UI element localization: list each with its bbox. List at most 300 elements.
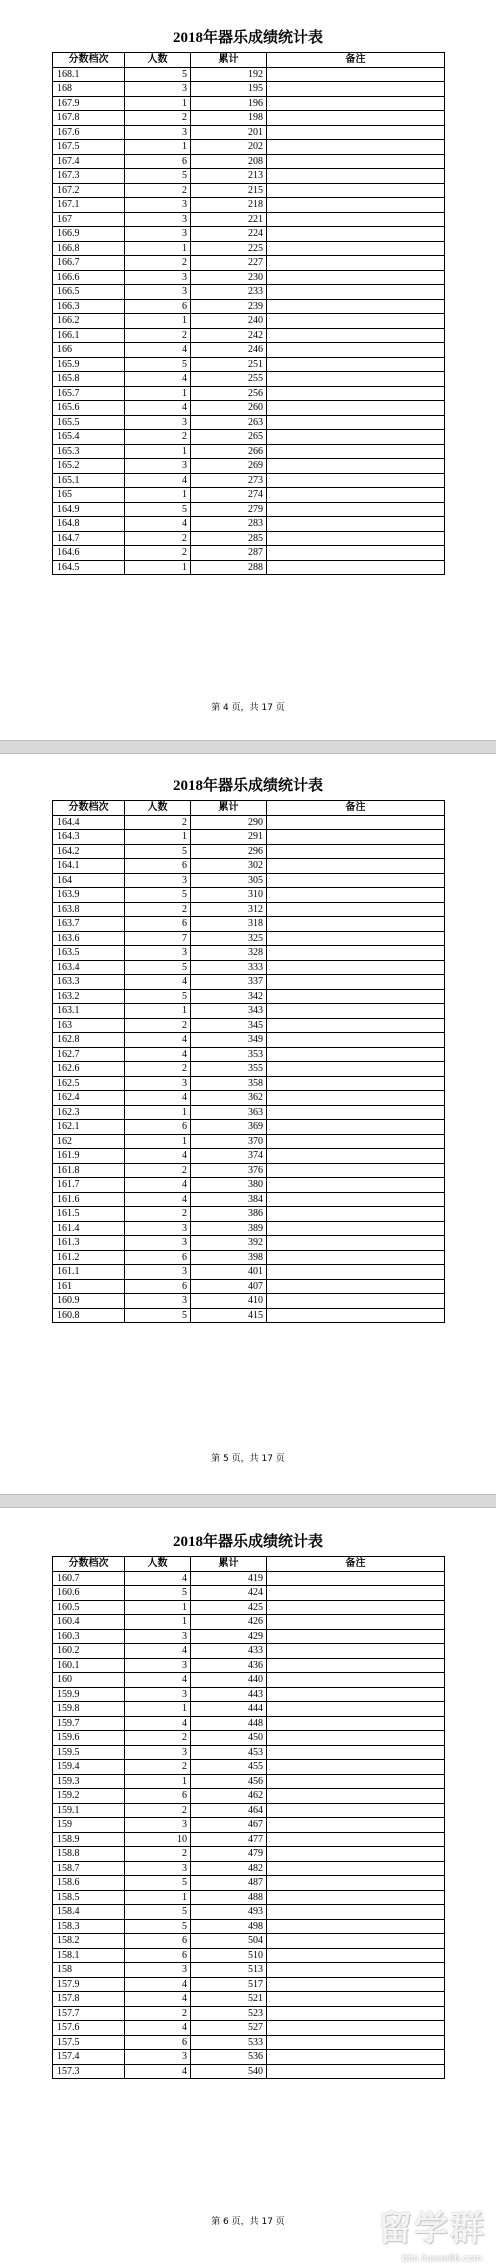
score-cell: 165.4 (53, 430, 125, 445)
score-cell: 168 (53, 82, 125, 97)
table-row (53, 1876, 445, 1891)
remarks-cell (267, 902, 445, 917)
count-cell: 3 (125, 1818, 191, 1833)
count-cell: 5 (125, 502, 191, 517)
score-cell: 159.4 (53, 1760, 125, 1775)
remarks-cell (267, 1178, 445, 1193)
remarks-cell (267, 401, 445, 416)
table-row (53, 873, 445, 888)
table-row (53, 1963, 445, 1978)
remarks-cell (267, 241, 445, 256)
page-separator (0, 740, 496, 754)
score-cell: 159.7 (53, 1716, 125, 1731)
cumulative-cell: 380 (191, 1178, 267, 1193)
count-cell: 2 (125, 546, 191, 561)
cumulative-cell: 479 (191, 1847, 267, 1862)
table-row (53, 1789, 445, 1804)
score-table (52, 1556, 445, 2079)
table-row (53, 1265, 445, 1280)
remarks-cell (267, 183, 445, 198)
count-cell: 3 (125, 459, 191, 474)
score-cell: 160.4 (53, 1615, 125, 1630)
score-cell: 161.4 (53, 1221, 125, 1236)
table-row (53, 1279, 445, 1294)
score-cell: 163.2 (53, 989, 125, 1004)
table-row (53, 1076, 445, 1091)
score-cell: 161.3 (53, 1236, 125, 1251)
remarks-cell (267, 1207, 445, 1222)
count-cell: 6 (125, 1279, 191, 1294)
count-cell: 6 (125, 1250, 191, 1265)
table-row (53, 1731, 445, 1746)
cumulative-cell: 224 (191, 227, 267, 242)
header-score: 分数档次 (53, 801, 125, 816)
score-cell: 157.3 (53, 2064, 125, 2079)
count-cell: 2 (125, 183, 191, 198)
remarks-cell (267, 531, 445, 546)
table-row (53, 1586, 445, 1601)
table-row (53, 401, 445, 416)
remarks-cell (267, 931, 445, 946)
remarks-cell (267, 343, 445, 358)
score-cell: 158.1 (53, 1948, 125, 1963)
count-cell: 3 (125, 415, 191, 430)
remarks-cell (267, 1803, 445, 1818)
count-cell: 4 (125, 1149, 191, 1164)
cumulative-cell: 410 (191, 1294, 267, 1309)
count-cell: 1 (125, 1600, 191, 1615)
remarks-cell (267, 1977, 445, 1992)
remarks-cell (267, 1047, 445, 1062)
cumulative-cell: 536 (191, 2050, 267, 2065)
count-cell: 2 (125, 1847, 191, 1862)
cumulative-cell: 355 (191, 1062, 267, 1077)
remarks-cell (267, 1731, 445, 1746)
count-cell: 1 (125, 1702, 191, 1717)
remarks-cell (267, 517, 445, 532)
remarks-cell (267, 1629, 445, 1644)
table-row (53, 415, 445, 430)
remarks-cell (267, 1018, 445, 1033)
remarks-cell (267, 1279, 445, 1294)
score-cell: 163.6 (53, 931, 125, 946)
watermark-url: bbs.liuxue86.com (402, 2254, 482, 2264)
score-cell: 167.2 (53, 183, 125, 198)
count-cell: 3 (125, 2050, 191, 2065)
score-cell: 162.5 (53, 1076, 125, 1091)
score-cell: 158.9 (53, 1832, 125, 1847)
cumulative-cell: 227 (191, 256, 267, 271)
count-cell: 4 (125, 1673, 191, 1688)
score-cell: 159.9 (53, 1687, 125, 1702)
count-cell: 4 (125, 1178, 191, 1193)
cumulative-cell: 269 (191, 459, 267, 474)
score-cell: 160.5 (53, 1600, 125, 1615)
table-row (53, 227, 445, 242)
remarks-cell (267, 285, 445, 300)
score-cell: 167.9 (53, 96, 125, 111)
table-row (53, 198, 445, 213)
count-cell: 3 (125, 1687, 191, 1702)
table-row (53, 111, 445, 126)
remarks-cell (267, 1919, 445, 1934)
table-row (53, 1803, 445, 1818)
table-row (53, 1571, 445, 1586)
cumulative-cell: 450 (191, 1731, 267, 1746)
remarks-cell (267, 815, 445, 830)
count-cell: 10 (125, 1832, 191, 1847)
remarks-cell (267, 830, 445, 845)
cumulative-cell: 215 (191, 183, 267, 198)
cumulative-cell: 225 (191, 241, 267, 256)
count-cell: 2 (125, 1018, 191, 1033)
table-row (53, 830, 445, 845)
table-row (53, 1018, 445, 1033)
table-row (53, 502, 445, 517)
table-header-row (53, 801, 445, 816)
score-cell: 166.8 (53, 241, 125, 256)
count-cell: 5 (125, 888, 191, 903)
remarks-cell (267, 1091, 445, 1106)
score-cell: 164.1 (53, 859, 125, 874)
score-cell: 167.4 (53, 154, 125, 169)
table-row (53, 1004, 445, 1019)
score-cell: 165.9 (53, 357, 125, 372)
table-row (53, 1236, 445, 1251)
cumulative-cell: 384 (191, 1192, 267, 1207)
score-cell: 166.5 (53, 285, 125, 300)
remarks-cell (267, 502, 445, 517)
count-cell: 2 (125, 1207, 191, 1222)
cumulative-cell: 370 (191, 1134, 267, 1149)
page-title: 2018年器乐成绩统计表 (172, 778, 323, 794)
score-cell: 162.6 (53, 1062, 125, 1077)
count-cell: 5 (125, 960, 191, 975)
score-cell: 158.2 (53, 1934, 125, 1949)
score-cell: 166.1 (53, 328, 125, 343)
score-cell: 158.5 (53, 1890, 125, 1905)
remarks-cell (267, 1149, 445, 1164)
remarks-cell (267, 1687, 445, 1702)
remarks-cell (267, 1076, 445, 1091)
table-row (53, 946, 445, 961)
count-cell: 4 (125, 1644, 191, 1659)
remarks-cell (267, 1105, 445, 1120)
score-cell: 165.7 (53, 386, 125, 401)
table-row (53, 1149, 445, 1164)
cumulative-cell: 462 (191, 1789, 267, 1804)
remarks-cell (267, 1294, 445, 1309)
score-cell: 163.9 (53, 888, 125, 903)
count-cell: 5 (125, 1586, 191, 1601)
table-row (53, 1861, 445, 1876)
remarks-cell (267, 357, 445, 372)
count-cell: 6 (125, 1934, 191, 1949)
cumulative-cell: 455 (191, 1760, 267, 1775)
remarks-cell (267, 125, 445, 140)
remarks-cell (267, 488, 445, 503)
score-cell: 162.1 (53, 1120, 125, 1135)
page-footer: 第 5 页，共 17 页 (211, 1454, 285, 1464)
page-footer: 第 4 页，共 17 页 (211, 703, 285, 713)
count-cell: 3 (125, 1236, 191, 1251)
score-cell: 165.2 (53, 459, 125, 474)
remarks-cell (267, 546, 445, 561)
score-cell: 164.6 (53, 546, 125, 561)
remarks-cell (267, 1702, 445, 1717)
table-row (53, 82, 445, 97)
count-cell: 2 (125, 2006, 191, 2021)
score-cell: 158.8 (53, 1847, 125, 1862)
score-cell: 160.9 (53, 1294, 125, 1309)
table-row (53, 1818, 445, 1833)
score-cell: 163.4 (53, 960, 125, 975)
remarks-cell (267, 1192, 445, 1207)
score-cell: 159.6 (53, 1731, 125, 1746)
count-cell: 3 (125, 873, 191, 888)
cumulative-cell: 290 (191, 815, 267, 830)
score-cell: 161.6 (53, 1192, 125, 1207)
cumulative-cell: 523 (191, 2006, 267, 2021)
remarks-cell (267, 1905, 445, 1920)
score-cell: 160.8 (53, 1308, 125, 1323)
cumulative-cell: 419 (191, 1571, 267, 1586)
score-cell: 165.1 (53, 473, 125, 488)
table-row (53, 444, 445, 459)
header-score: 分数档次 (53, 1557, 125, 1572)
table-row (53, 459, 445, 474)
table-row (53, 183, 445, 198)
cumulative-cell: 424 (191, 1586, 267, 1601)
count-cell: 3 (125, 82, 191, 97)
remarks-cell (267, 1658, 445, 1673)
remarks-cell (267, 2021, 445, 2036)
score-cell: 168.1 (53, 67, 125, 82)
cumulative-cell: 464 (191, 1803, 267, 1818)
table-row (53, 1134, 445, 1149)
table-row (53, 328, 445, 343)
table-row (53, 1760, 445, 1775)
page-footer: 第 6 页，共 17 页 (211, 2217, 285, 2227)
table-row (53, 67, 445, 82)
count-cell: 3 (125, 1221, 191, 1236)
cumulative-cell: 456 (191, 1774, 267, 1789)
score-cell: 165.6 (53, 401, 125, 416)
table-row (53, 531, 445, 546)
table-row (53, 859, 445, 874)
remarks-cell (267, 1716, 445, 1731)
count-cell: 4 (125, 473, 191, 488)
table-row (53, 1934, 445, 1949)
score-cell: 163.5 (53, 946, 125, 961)
remarks-cell (267, 154, 445, 169)
remarks-cell (267, 111, 445, 126)
cumulative-cell: 389 (191, 1221, 267, 1236)
table-row (53, 1105, 445, 1120)
remarks-cell (267, 1236, 445, 1251)
table-row (53, 1033, 445, 1048)
score-cell: 161 (53, 1279, 125, 1294)
count-cell: 5 (125, 1308, 191, 1323)
score-cell: 157.9 (53, 1977, 125, 1992)
remarks-cell (267, 1033, 445, 1048)
remarks-cell (267, 1250, 445, 1265)
remarks-cell (267, 96, 445, 111)
count-cell: 3 (125, 1861, 191, 1876)
remarks-cell (267, 1948, 445, 1963)
cumulative-cell: 358 (191, 1076, 267, 1091)
count-cell: 2 (125, 111, 191, 126)
cumulative-cell: 407 (191, 1279, 267, 1294)
cumulative-cell: 345 (191, 1018, 267, 1033)
header-remarks: 备注 (267, 1557, 445, 1572)
table-row (53, 989, 445, 1004)
remarks-cell (267, 1992, 445, 2007)
table-row (53, 1847, 445, 1862)
cumulative-cell: 255 (191, 372, 267, 387)
cumulative-cell: 510 (191, 1948, 267, 1963)
remarks-cell (267, 328, 445, 343)
cumulative-cell: 246 (191, 343, 267, 358)
score-cell: 161.1 (53, 1265, 125, 1280)
count-cell: 6 (125, 2035, 191, 2050)
score-cell: 161.8 (53, 1163, 125, 1178)
remarks-cell (267, 844, 445, 859)
cumulative-cell: 337 (191, 975, 267, 990)
table-row (53, 1221, 445, 1236)
remarks-cell (267, 1818, 445, 1833)
remarks-cell (267, 1062, 445, 1077)
score-cell: 162.7 (53, 1047, 125, 1062)
table-row (53, 1091, 445, 1106)
count-cell: 4 (125, 2064, 191, 2079)
score-cell: 163.1 (53, 1004, 125, 1019)
score-cell: 164.7 (53, 531, 125, 546)
table-header-row (53, 53, 445, 68)
score-cell: 158.4 (53, 1905, 125, 1920)
score-cell: 157.5 (53, 2035, 125, 2050)
table-row (53, 256, 445, 271)
remarks-cell (267, 1221, 445, 1236)
table-row (53, 1308, 445, 1323)
score-cell: 157.4 (53, 2050, 125, 2065)
score-cell: 157.7 (53, 2006, 125, 2021)
table-row (53, 1832, 445, 1847)
cumulative-cell: 218 (191, 198, 267, 213)
remarks-cell (267, 169, 445, 184)
page-title: 2018年器乐成绩统计表 (172, 1534, 323, 1550)
table-row (53, 1687, 445, 1702)
score-cell: 166.3 (53, 299, 125, 314)
count-cell: 3 (125, 946, 191, 961)
count-cell: 2 (125, 1731, 191, 1746)
remarks-cell (267, 946, 445, 961)
table-row (53, 975, 445, 990)
count-cell: 1 (125, 830, 191, 845)
table-row (53, 125, 445, 140)
cumulative-cell: 325 (191, 931, 267, 946)
score-cell: 159.8 (53, 1702, 125, 1717)
remarks-cell (267, 1120, 445, 1135)
remarks-cell (267, 1963, 445, 1978)
cumulative-cell: 444 (191, 1702, 267, 1717)
score-cell: 159.5 (53, 1745, 125, 1760)
count-cell: 5 (125, 1919, 191, 1934)
table-row (53, 473, 445, 488)
score-cell: 159.3 (53, 1774, 125, 1789)
cumulative-cell: 398 (191, 1250, 267, 1265)
cumulative-cell: 436 (191, 1658, 267, 1673)
score-cell: 167 (53, 212, 125, 227)
table-row (53, 1716, 445, 1731)
count-cell: 3 (125, 212, 191, 227)
cumulative-cell: 349 (191, 1033, 267, 1048)
remarks-cell (267, 1308, 445, 1323)
table-row (53, 517, 445, 532)
remarks-cell (267, 888, 445, 903)
cumulative-cell: 392 (191, 1236, 267, 1251)
score-cell: 164.9 (53, 502, 125, 517)
cumulative-cell: 291 (191, 830, 267, 845)
cumulative-cell: 443 (191, 1687, 267, 1702)
remarks-cell (267, 386, 445, 401)
cumulative-cell: 517 (191, 1977, 267, 1992)
cumulative-cell: 233 (191, 285, 267, 300)
score-cell: 160.6 (53, 1586, 125, 1601)
cumulative-cell: 467 (191, 1818, 267, 1833)
table-row (53, 2064, 445, 2079)
score-cell: 164.8 (53, 517, 125, 532)
score-cell: 165.3 (53, 444, 125, 459)
cumulative-cell: 318 (191, 917, 267, 932)
header-count: 人数 (125, 1557, 191, 1572)
remarks-cell (267, 2006, 445, 2021)
score-cell: 162 (53, 1134, 125, 1149)
score-cell: 165.5 (53, 415, 125, 430)
score-cell: 166.9 (53, 227, 125, 242)
count-cell: 6 (125, 859, 191, 874)
remarks-cell (267, 372, 445, 387)
count-cell: 1 (125, 560, 191, 575)
remarks-cell (267, 212, 445, 227)
count-cell: 1 (125, 1004, 191, 1019)
table-row (53, 430, 445, 445)
remarks-cell (267, 1890, 445, 1905)
score-cell: 164 (53, 873, 125, 888)
cumulative-cell: 302 (191, 859, 267, 874)
cumulative-cell: 374 (191, 1149, 267, 1164)
count-cell: 1 (125, 314, 191, 329)
remarks-cell (267, 1774, 445, 1789)
cumulative-cell: 274 (191, 488, 267, 503)
remarks-cell (267, 1134, 445, 1149)
document-page (0, 0, 496, 740)
cumulative-cell: 482 (191, 1861, 267, 1876)
count-cell: 3 (125, 1265, 191, 1280)
table-row (53, 1644, 445, 1659)
cumulative-cell: 196 (191, 96, 267, 111)
table-row (53, 488, 445, 503)
count-cell: 6 (125, 299, 191, 314)
count-cell: 5 (125, 67, 191, 82)
cumulative-cell: 221 (191, 212, 267, 227)
count-cell: 1 (125, 1134, 191, 1149)
cumulative-cell: 201 (191, 125, 267, 140)
score-cell: 161.7 (53, 1178, 125, 1193)
count-cell: 2 (125, 328, 191, 343)
score-cell: 158 (53, 1963, 125, 1978)
score-cell: 164.4 (53, 815, 125, 830)
